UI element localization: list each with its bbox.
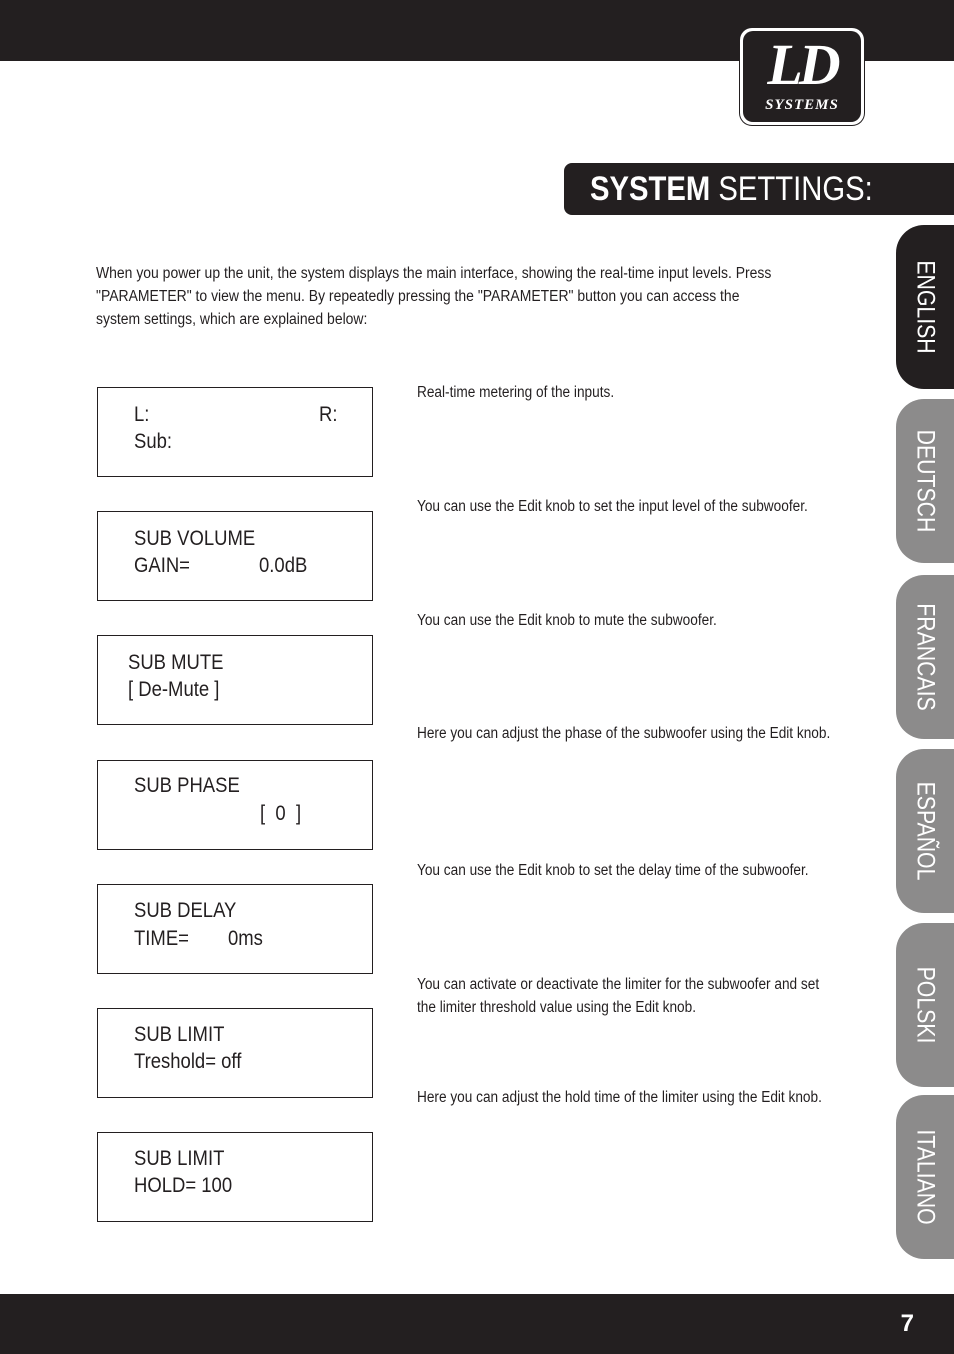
tab-francais[interactable] xyxy=(896,575,954,739)
tab-label: ESPAÑOL xyxy=(911,781,940,881)
page-title xyxy=(590,169,873,209)
setting-description: You can use the Edit knob to set the delay time of the subwoofer. xyxy=(417,862,809,879)
page-number: 7 xyxy=(900,1310,914,1337)
lcd-right-label: R: xyxy=(319,403,338,426)
lcd-display-sub-limit-threshold xyxy=(97,1008,373,1098)
tab-deutsch[interactable] xyxy=(896,399,954,563)
lcd-line-1: SUB PHASE xyxy=(134,774,240,797)
tab-espanol[interactable] xyxy=(896,749,954,913)
tab-english[interactable] xyxy=(896,225,954,389)
tab-label: POLSKI xyxy=(911,966,940,1044)
lcd-time-label: TIME= xyxy=(134,927,189,950)
lcd-time-value: 0ms xyxy=(228,927,263,950)
lcd-line-1: SUB LIMIT xyxy=(134,1147,225,1170)
tab-label: ENGLISH xyxy=(911,260,940,354)
setting-description: Here you can adjust the phase of the subwoofer using the Edit knob. xyxy=(417,725,831,742)
lcd-line-1: SUB DELAY xyxy=(134,899,237,922)
ld-systems-logo xyxy=(740,28,864,125)
tab-polski[interactable] xyxy=(896,923,954,1087)
lcd-display-sub-phase xyxy=(97,760,373,850)
setting-description: You can activate or deactivate the limiter for the subwoofer and set the limiter threshold value using the Edit knob. xyxy=(417,976,820,1016)
lcd-line-1: SUB LIMIT xyxy=(134,1023,225,1046)
setting-description: You can use the Edit knob to mute the subwoofer. xyxy=(417,612,717,629)
setting-description: Real-time metering of the inputs. xyxy=(417,384,615,401)
section-title-bar xyxy=(564,163,954,215)
lcd-left-label: L: xyxy=(134,403,150,426)
tab-label: ITALIANO xyxy=(911,1129,940,1225)
lcd-display-sub-delay xyxy=(97,884,373,974)
footer-bar xyxy=(0,1294,954,1354)
lcd-phase-value: [ 0 ] xyxy=(260,802,302,825)
lcd-line-2: Treshold= off xyxy=(134,1050,242,1073)
lcd-display-sub-limit-hold xyxy=(97,1132,373,1222)
setting-description: Here you can adjust the hold time of the limiter using the Edit knob. xyxy=(417,1089,822,1106)
intro-paragraph: When you power up the unit, the system displays the main interface, showing the real-time input levels. Press "PARAMETER" to view the menu. By repeatedly pressing the "PARAMETER" button you can access the system settings, which are explained below: xyxy=(96,265,772,328)
logo-systems-text: SYSTEMS xyxy=(765,97,839,113)
tab-italiano[interactable] xyxy=(896,1095,954,1259)
lcd-display-metering xyxy=(97,387,373,477)
lcd-gain-value: 0.0dB xyxy=(259,554,308,577)
tab-label: DEUTSCH xyxy=(911,429,940,533)
lcd-line-2: HOLD= 100 xyxy=(134,1174,233,1197)
lcd-display-sub-mute xyxy=(97,635,373,725)
setting-description: You can use the Edit knob to set the input level of the subwoofer. xyxy=(417,498,808,515)
lcd-sub-label: Sub: xyxy=(134,430,173,453)
lcd-gain-label: GAIN= xyxy=(134,554,190,577)
title-rest-part: SETTINGS: xyxy=(710,170,873,208)
logo-ld-text: LD xyxy=(767,32,837,97)
title-bold-part: SYSTEM xyxy=(590,170,711,208)
lcd-display-sub-volume xyxy=(97,511,373,601)
lcd-line-1: SUB MUTE xyxy=(128,651,224,674)
lcd-line-1: SUB VOLUME xyxy=(134,527,256,550)
tab-label: FRANCAIS xyxy=(911,603,940,711)
lcd-line-2: [ De-Mute ] xyxy=(128,678,220,701)
